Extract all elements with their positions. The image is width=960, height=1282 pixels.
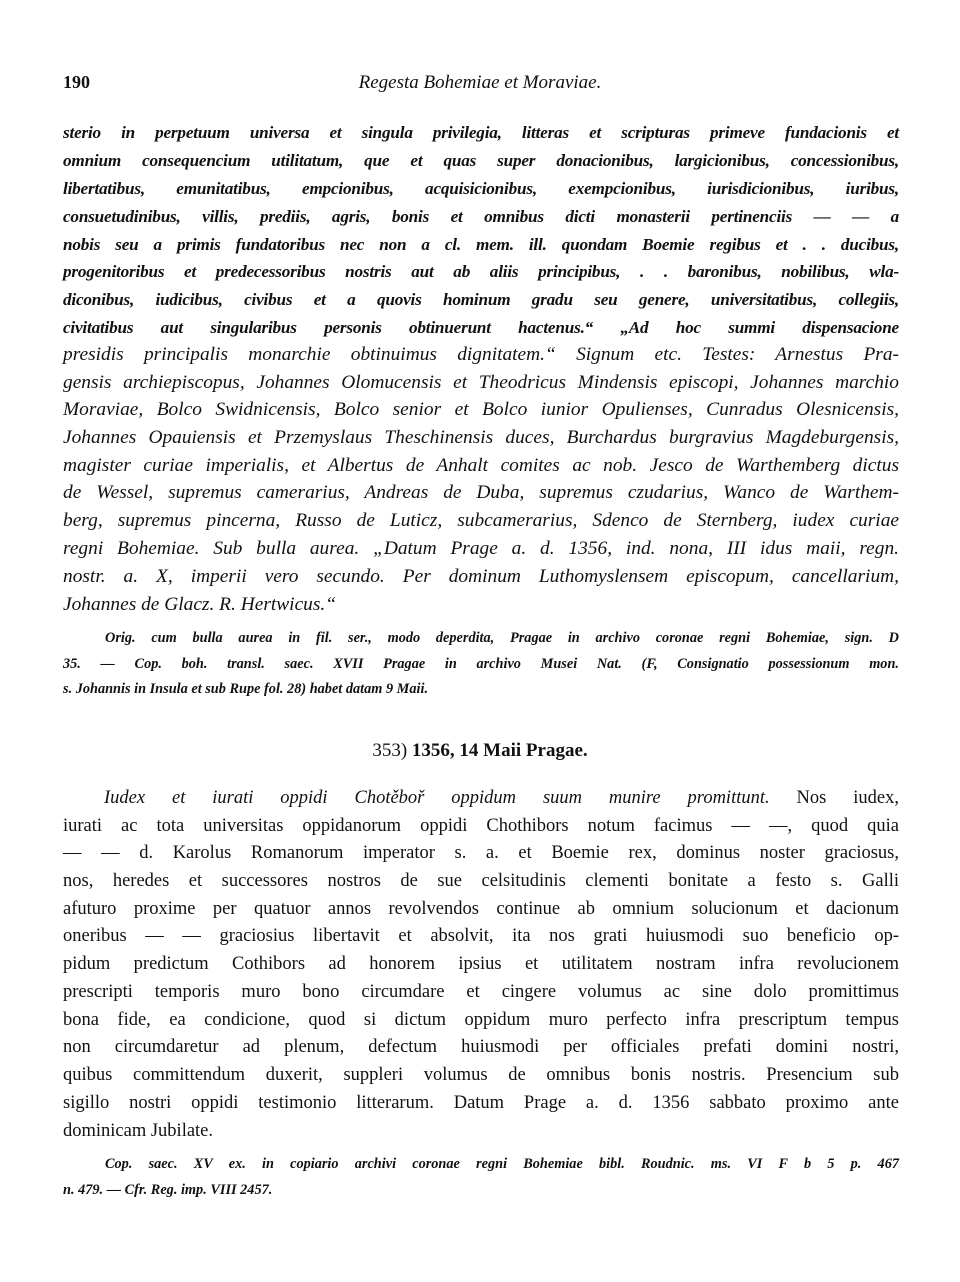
text-line: civitatibus aut singularibus personis obtinuerunt hactenus.“ „Ad hoc summi dispensacione: [63, 318, 899, 337]
text-line: Johannes Opauiensis et Przemyslaus Theschinensis duces, Burchardus burgravius Magdeburgensis,: [63, 427, 899, 448]
page-number: 190: [63, 72, 90, 92]
footnote-line: s. Johannis in Insula et sub Rupe fol. 28) habet datam 9 Maii.: [63, 681, 429, 697]
text-line: progenitoribus et predecessoribus nostris aut ab aliis principibus, . . baronibus, nobilibus, wla-: [63, 262, 899, 281]
entry-date-place: 1356, 14 Maii Pragae.: [411, 740, 588, 761]
text-line: nobis seu a primis fundatoribus nec non a cl. mem. ill. quondam Boemie regibus et . . ducibus,: [63, 235, 899, 254]
text-line: afuturo proxime per quatuor annos revolvendos continue ab omnium solucionum et dacionum: [63, 899, 899, 919]
text-line: presidis principalis monarchie obtinuimus dignitatem.“ Signum etc. Testes: Arnestus Pra-: [63, 344, 899, 365]
text-line: dominicam Jubilate.: [63, 1121, 214, 1141]
page-header: [63, 72, 897, 98]
text-line: quibus committendum duxerit, suppleri volumus de omnibus bonis nostris. Presencium sub: [63, 1065, 899, 1085]
footnote-line: n. 479. — Cfr. Reg. imp. VIII 2457.: [63, 1182, 273, 1198]
text-line: regni Bohemiae. Sub bulla aurea. „Datum Prage a. d. 1356, ind. nona, III idus maii, regn.: [63, 538, 899, 559]
entry-first-line: [104, 788, 899, 809]
text-line: Johannes de Glacz. R. Hertwicus.“: [63, 594, 337, 615]
text-line: sigillo nostri oppidi testimonio litterarum. Datum Prage a. d. 1356 sabbato proximo ante: [63, 1093, 899, 1113]
text-line: Moraviae, Bolco Swidnicensis, Bolco senior et Bolco iunior Opulienses, Cunradus Olesnicensis,: [63, 399, 899, 420]
running-title: Regesta Bohemiae et Moraviae.: [358, 72, 602, 93]
text-line: nos, heredes et successores nostros de sue celsitudinis clementi bonitate a festo s. Galli: [63, 871, 899, 891]
text-line: bona fide, ea condicione, quod si dictum oppidum muro perfecto infra prescriptum tempus: [63, 1010, 899, 1030]
footnote-line: Orig. cum bulla aurea in fil. ser., modo deperdita, Pragae in archivo coronae regni Bohemiae, sign. D: [105, 630, 899, 646]
text-line: pidum predictum Cothibors ad honorem ipsius et utilitatem nostram infra revolucionem: [63, 954, 899, 974]
entry-heading: [0, 740, 960, 762]
text-line: diconibus, iudicibus, civibus et a quovis hominum gradu seu genere, universitatibus, collegiis,: [63, 290, 899, 309]
text-line: oneribus — — graciosius libertavit et absolvit, ita nos grati huiusmodi suo beneficio op-: [63, 926, 899, 946]
footnote-line: 35. — Cop. boh. transl. saec. XVII Pragae in archivo Musei Nat. (F, Consignatio possessionum mon.: [63, 656, 899, 672]
entry-text-start: Nos iudex,: [796, 788, 899, 808]
text-line: omnium consequencium utilitatum, que et quas super donacionibus, largicionibus, concessionibus,: [63, 151, 899, 170]
text-line: de Wessel, supremus camerarius, Andreas de Duba, supremus czudarius, Wanco de Warthem-: [63, 482, 899, 503]
text-line: consuetudinibus, villis, prediis, agris, bonis et omnibus dicti monasterii pertinenciis — — a: [63, 207, 899, 226]
entry-summary: Iudex et iurati oppidi Chotěboř oppidum suum munire promittunt.: [104, 788, 770, 808]
footnote-line: Cop. saec. XV ex. in copiario archivi coronae regni Bohemiae bibl. Roudnic. ms. VI F b 5 p. 467: [105, 1156, 899, 1172]
text-line: non circumdaretur ad plenum, defectum huiusmodi per officiales prefati domini nostri,: [63, 1037, 899, 1057]
entry-number: 353): [372, 740, 408, 761]
text-line: magister curiae imperialis, et Albertus de Anhalt comites ac nob. Jesco de Warthemberg dictus: [63, 455, 899, 476]
text-line: nostr. a. X, imperii vero secundo. Per dominum Luthomyslensem episcopum, cancellarium,: [63, 566, 899, 587]
text-line: — — d. Karolus Romanorum imperator s. a. et Boemie rex, dominus noster graciosus,: [63, 843, 899, 863]
text-line: gensis archiepiscopus, Johannes Olomucensis et Theodricus Mindensis episcopi, Johannes marchio: [63, 372, 899, 393]
text-line: berg, supremus pincerna, Russo de Luticz, subcamerarius, Sdenco de Sternberg, iudex curiae: [63, 510, 899, 531]
text-line: prescripti temporis muro bono circumdare et cingere volumus ac sine dolo promittimus: [63, 982, 899, 1002]
text-line: iurati ac tota universitas oppidanorum oppidi Chothibors notum facimus — —, quod quia: [63, 816, 899, 836]
text-line: sterio in perpetuum universa et singula privilegia, litteras et scripturas primeve fundacionis et: [63, 123, 899, 142]
text-line: libertatibus, emunitatibus, empcionibus, acquisicionibus, exempcionibus, iurisdicionibus, iuribus,: [63, 179, 899, 198]
